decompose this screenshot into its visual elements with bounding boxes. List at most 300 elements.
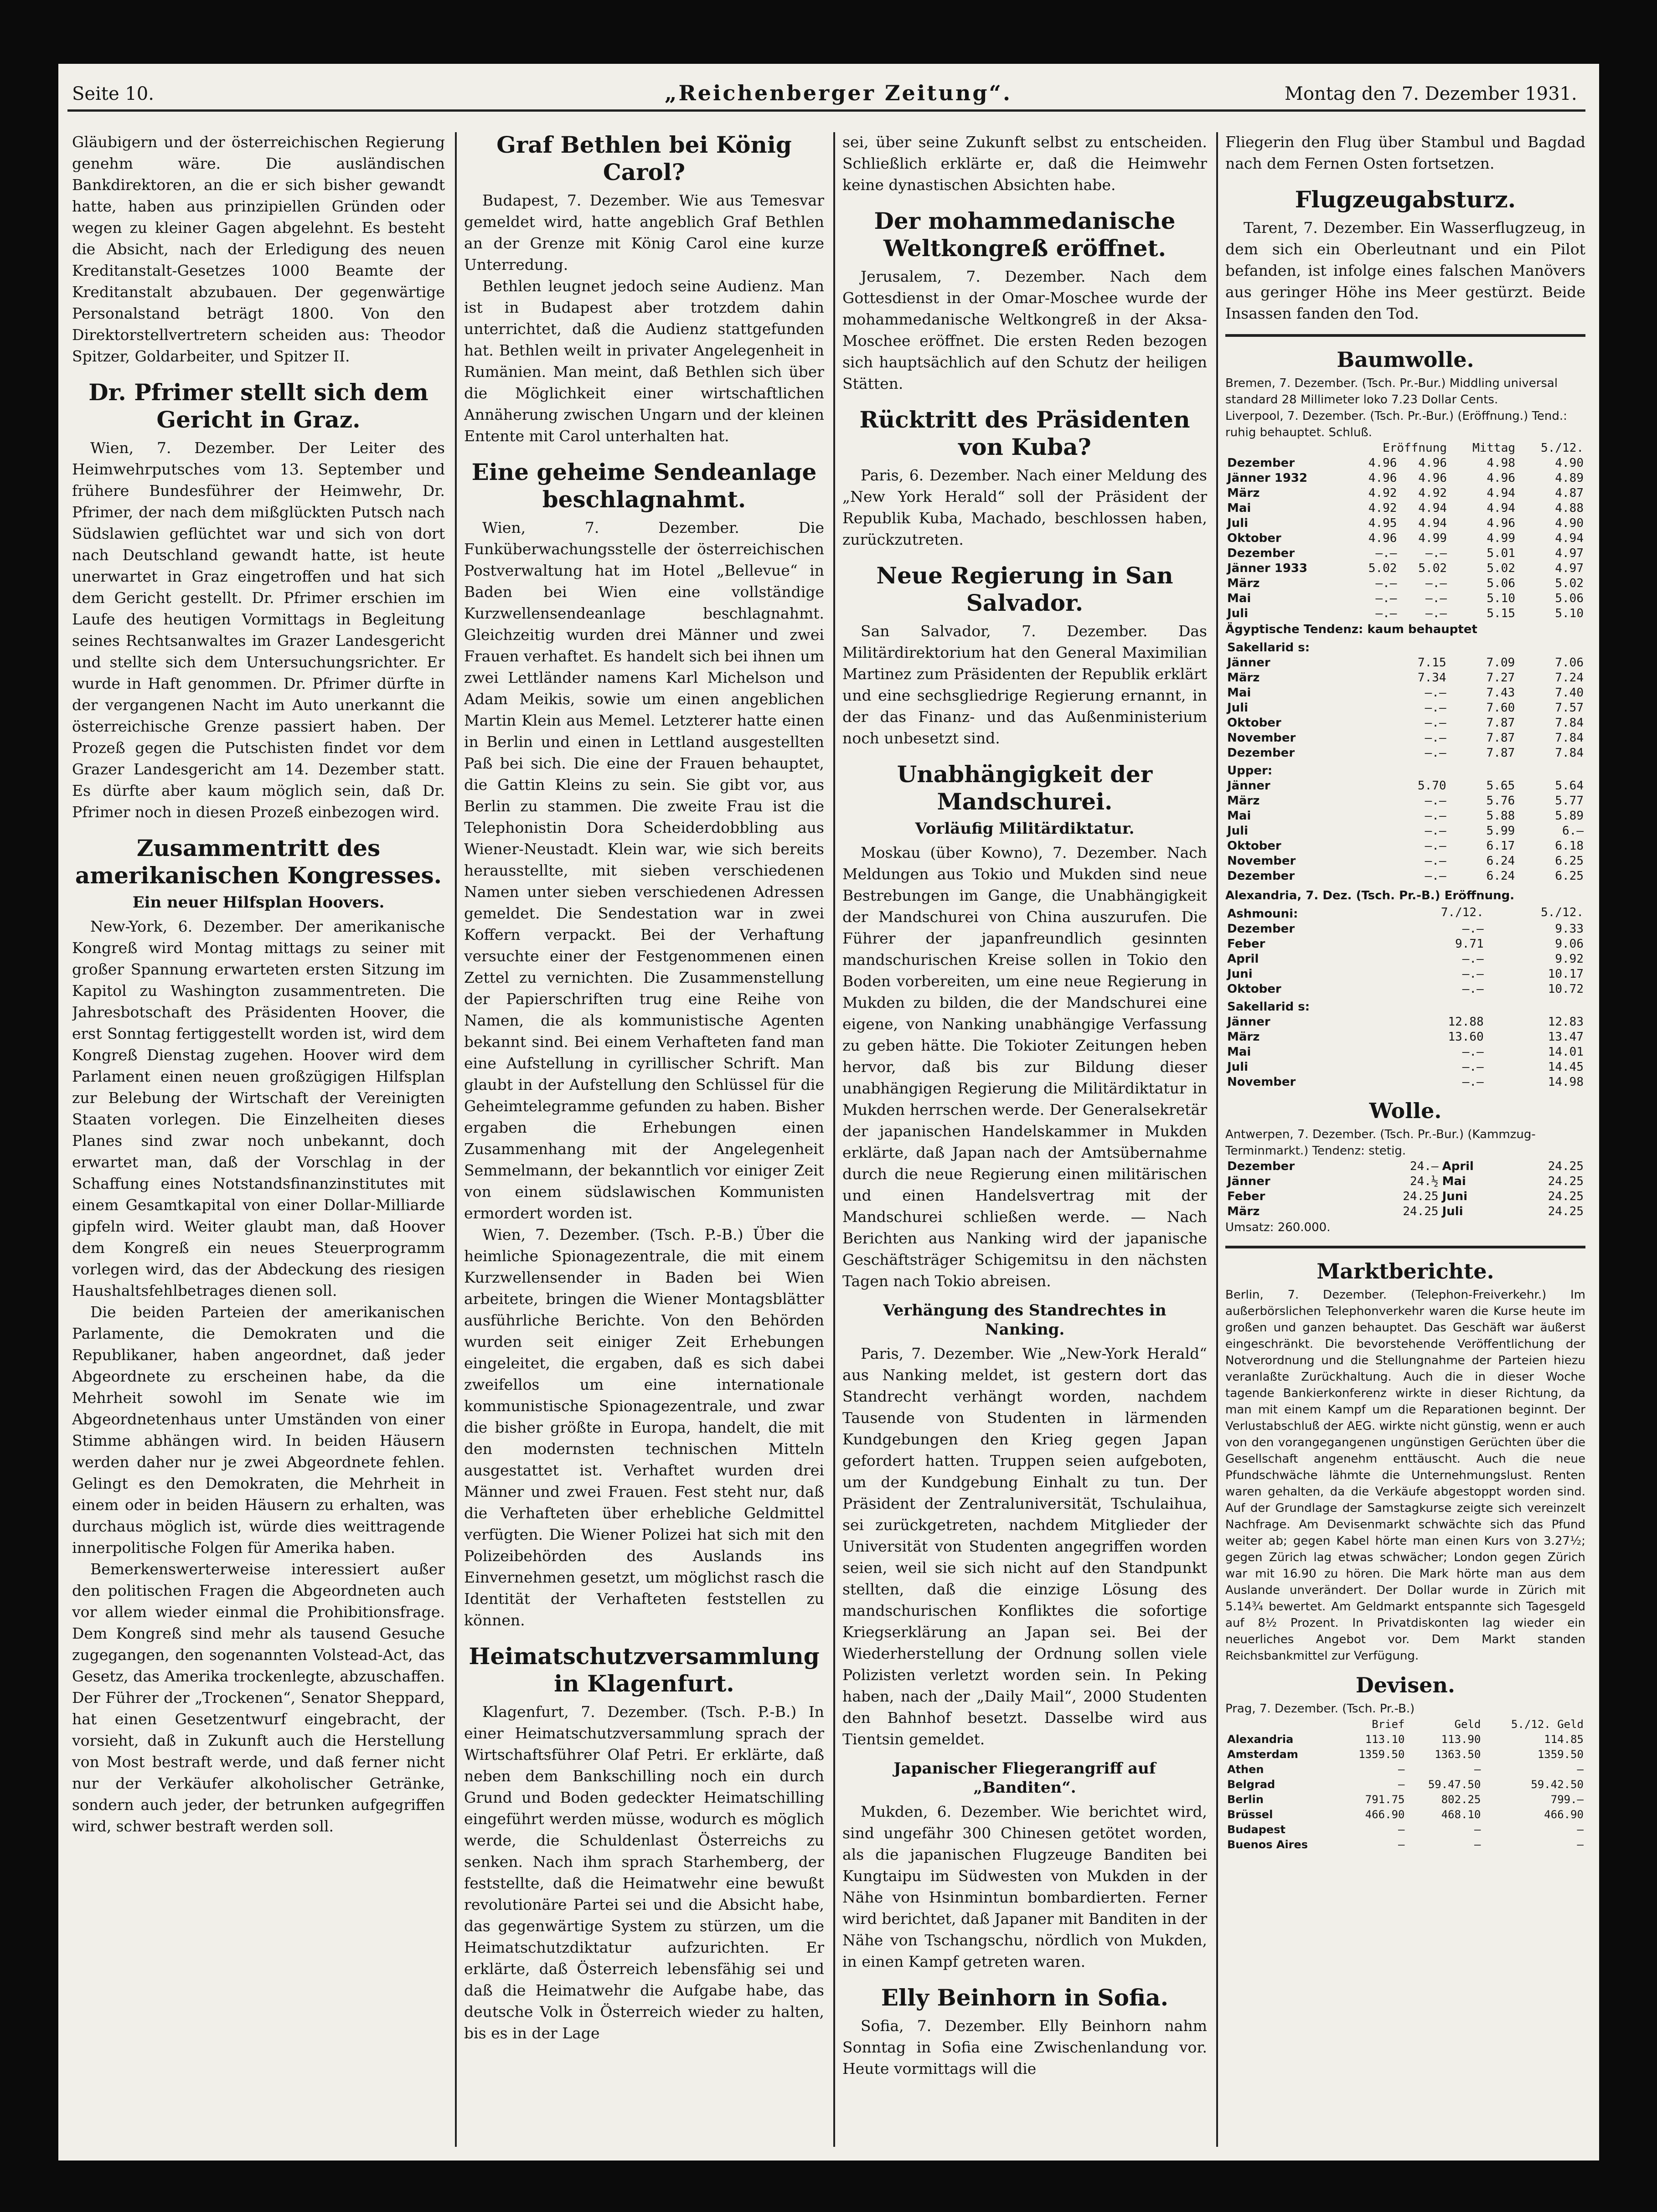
row-label: Juli [1227, 516, 1249, 530]
table-cell: 13.47 [1548, 1030, 1584, 1044]
table-cell: 4.88 [1555, 501, 1584, 515]
row-label: Oktober [1227, 982, 1281, 996]
table-cell: — [1577, 1823, 1584, 1836]
article-body: Jerusalem, 7. Dezember. Nach dem Gottesdienst in der Omar-Moschee wurde der mohammedanische Weltkongreß in der Aksa-Moschee eröffnet. Die ersten Reden bezogen sich hauptsächlich auf den Schutz der heiligen Stätten. [842, 268, 1207, 392]
table-cell: 5.10 [1487, 592, 1515, 605]
table-row [1225, 516, 1585, 531]
row-label: April [1227, 952, 1259, 966]
table-cell: 14.98 [1548, 1075, 1584, 1089]
table-cell: 10.72 [1548, 982, 1584, 996]
table-cell: 4.94 [1555, 531, 1584, 545]
group-label: Sakellarid s: [1227, 641, 1310, 655]
article-body: Mukden, 6. Dezember. Wie berichtet wird, sind ungefähr 300 Chinesen getötet worden, als die japanischen Flugzeuge Banditen bei Kungtaipu im Südwesten von Mukden in der Nähe von Hsinmintun bombardierten. Ferner wird berichtet, daß Japaner mit Banditen in der Nähe von Tschangschu, nördlich von Mukden, in einen Kampf getreten waren. [842, 1803, 1207, 1970]
table-row [1225, 779, 1585, 794]
table-cell: 24.½ [1409, 1175, 1439, 1188]
table-row [1225, 591, 1585, 606]
table-row [1225, 471, 1585, 486]
table-cell: —.— [1425, 869, 1446, 883]
table-row [1225, 576, 1585, 591]
row-label: Oktober [1227, 531, 1281, 545]
col-header: Geld [1454, 1718, 1481, 1731]
table-cell: 4.87 [1555, 486, 1584, 500]
row-label: Jänner [1227, 779, 1270, 793]
row-label: Dezember [1227, 547, 1295, 560]
table-cell: — [1398, 1778, 1405, 1791]
table-cell: 799.— [1550, 1793, 1584, 1806]
table-cell: 5.01 [1487, 547, 1515, 560]
table-row [1225, 1030, 1585, 1045]
fx-heading: Devisen. [1356, 1673, 1455, 1697]
table-row [1225, 531, 1585, 546]
article-continuation: Gläubigern und der österreichischen Regierung genehm wäre. Die ausländischen Bankdirektoren, an die er sich bisher gewandt hatte, haben aus prinzipiellen Gründen oder wegen zu kleiner Gagen abgelehnt. Es besteht die Absicht, nach der Erledigung des neuen Kreditanstalt-Gesetzes 1000 Beamte der Kreditanstalt abzubauen. Der gegenwärtige Personalstand beträgt 1800. Von den Direktorstellvertretern scheiden aus: Theodor Spitzer, Goldarbeiter, und Spitzer II. [72, 133, 445, 365]
article-body: Wien, 7. Dezember. Der Leiter des Heimwehrputsches vom 13. September und frühere Bundesführer der Heimwehr, Dr. Pfrimer, der nach dem mißglückten Putsch nach Südslawien geflüchtet war und sich von dort nach Deutschland gewandt hatte, ist heute unerwartet in Graz eingetroffen und hat sich dem Gericht gestellt. Dr. Pfrimer erschien im Laufe des heutigen Vormittags in Begleitung seines Rechtsanwaltes im Grazer Landesgericht und stellte sich dem Untersuchungsrichter. Er wurde in Haft genommen. Dr. Pfrimer dürfte in der vergangenen Nacht im Auto unerkannt die österreichische Grenze passiert haben. Der Prozeß gegen die Putschisten findet vor dem Grazer Landesgericht am 14. Dezember statt. Es dürfte aber kaum möglich sein, daß Dr. Pfrimer noch in diesen Prozeß einbezogen wird. [72, 439, 445, 821]
subheadline-air-raid: Japanischer Fliegerangriff auf „Banditen“. [893, 1759, 1156, 1797]
table-cell: 9.06 [1555, 937, 1584, 951]
table-cell: —.— [1425, 731, 1446, 745]
section-rule [1225, 334, 1585, 337]
table-cell: — [1398, 1838, 1405, 1851]
row-label: Feber [1227, 1190, 1265, 1203]
table-row [1225, 456, 1585, 471]
row-label: April [1442, 1160, 1474, 1173]
row-label: Juli [1227, 824, 1249, 838]
table-cell: —.— [1425, 701, 1446, 715]
table-cell: 5.02 [1368, 562, 1397, 575]
headline-manchuria: Unabhängigkeit der Mandschurei. [897, 761, 1153, 815]
headline-plane-crash: Flugzeugabsturz. [1295, 186, 1516, 213]
table-cell: 4.96 [1487, 471, 1515, 485]
table-cell: 12.88 [1448, 1015, 1484, 1029]
row-label: Athen [1227, 1763, 1264, 1776]
table-cell: 7.24 [1555, 671, 1584, 685]
market-heading: Marktberichte. [1316, 1259, 1494, 1284]
row-label: Dezember [1227, 922, 1295, 936]
row-label: Juli [1442, 1205, 1463, 1218]
row-label: Belgrad [1227, 1778, 1275, 1791]
row-label: Juni [1442, 1190, 1468, 1203]
row-label: Jänner 1933 [1227, 562, 1308, 575]
table-cell: 466.90 [1365, 1808, 1405, 1821]
subheadline: Ein neuer Hilfsplan Hoovers. [132, 893, 385, 912]
table-row [1225, 1174, 1585, 1189]
article-body: Paris, 7. Dezember. Wie „New-York Herald“ aus Nanking meldet, ist gestern dort das Standrecht verhängt worden, nachdem Tausende von Studenten in lärmenden Kundgebungen den Krieg gegen Japan gefordert hatten. Truppen seien aufgeboten, um der Kundgebung Einhalt zu tun. Der Präsident der Zentraluniversität, Tschulaihua, sei zurückgetreten, nachdem Mitglieder der Universität von Studenten angegriffen worden seien, weil sie sich nicht auf den Standpunkt stellten, daß die einzige Lösung des mandschurischen Konfliktes die sofortige Kriegserklärung an Japan sei. Bei der Wiederherstellung der Ordnung sollen viele Polizisten verletzt worden sein. In Peking haben, nach der „Daily Mail“, 2000 Studenten den Bahnhof besetzt. Dasselbe wird aus Tientsin gemeldet. [842, 1345, 1207, 1748]
table-cell: —.— [1425, 809, 1446, 823]
table-row [1225, 1159, 1585, 1174]
article-body: Bemerkenswerterweise interessiert außer den politischen Fragen die Abgeordneten auch vor allem wieder einmal die Prohibitionsfrage. Dem Kongreß sind mehr als tausend Gesuche zugegangen, den sogenannten Volstead-Act, das Gesetz, das Amerika trockenlegte, abzuschaffen. Der Führer der „Trockenen“, Senator Sheppard, hat einen Gesetzentwurf eingebracht, der vorsieht, daß in Zukunft auch die Herstellung von Most bestraft werde, und daß ferner nicht nur der Verkäufer alkoholischer Getränke, sondern auch jeder, der betrunken aufgegriffen wird, schwer bestraft werden soll. [72, 1560, 445, 1835]
col-header: 5./12. [1541, 441, 1584, 455]
row-label: Mai [1227, 592, 1251, 605]
table-cell: 7.06 [1555, 656, 1584, 670]
table-row [1225, 746, 1585, 761]
table-row [1225, 839, 1585, 854]
table-cell: 802.25 [1441, 1793, 1481, 1806]
table-cell: 14.45 [1548, 1060, 1584, 1074]
table-cell: —.— [1462, 1060, 1484, 1074]
table-cell: 5.06 [1487, 577, 1515, 590]
row-label: März [1227, 671, 1260, 685]
table-cell: —.— [1425, 577, 1447, 590]
table-cell: 4.96 [1487, 516, 1515, 530]
article-body: Die beiden Parteien der amerikanischen Parlamente, die Demokraten und die Republikaner, haben angeordnet, daß jeder Abgeordnete zu erscheinen habe, da die Mehrheit sowohl im Senate wie im Abgeordnetenhaus unter Umständen von einer Stimme abhängen wird. In beiden Häusern werden daher nur je zwei Abgeordnete fehlen. Gelingt es den Demokraten, die Mehrheit in einem oder in beiden Häusern zu erhalten, was durchaus möglich ist, würde dies weittragende innerpolitische Folgen für Amerika haben. [72, 1303, 445, 1557]
section-rule [1225, 1246, 1585, 1248]
table-row [1225, 1822, 1585, 1837]
liverpool-table [1225, 441, 1585, 621]
table-cell: 4.99 [1487, 531, 1515, 545]
table-cell: —.— [1425, 824, 1446, 838]
group-label: Ashmouni: [1227, 907, 1298, 921]
table-cell: 5.77 [1555, 794, 1584, 808]
column-3 [842, 131, 1207, 2146]
table-cell: 6.18 [1555, 839, 1584, 853]
table-cell: 7.09 [1486, 656, 1515, 670]
table-row [1225, 854, 1585, 869]
table-cell: —.— [1375, 607, 1397, 620]
column-rule [455, 132, 457, 2147]
row-label: Dezember [1227, 456, 1295, 470]
row-label: November [1227, 731, 1296, 745]
article-body: Klagenfurt, 7. Dezember. (Tsch. P.-B.) In einer Heimatschutzversammlung sprach der Wirtschaftsführer Olaf Petri. Er erklärte, daß neben dem Bankschilling noch ein durch Grund und Boden gedeckter Heimatschilling eingeführt werden müsse, wodurch es möglich werde, die Schuldenlast Österreichs zu senken. Nach ihm sprach Starhemberg, der feststellte, daß die Heimatwehr eine bewußt revolutionäre Partei sei und die Absicht habe, das gegenwärtige System zu stürzen, um die Heimatschutzdiktatur aufzurichten. Er erklärte, daß Österreich lebensfähig sei und daß die Heimatwehr die Aufgabe habe, das deutsche Volk in Österreich wieder zu halten, bis es in der Lage [464, 1703, 824, 2042]
table-cell: — [1398, 1763, 1405, 1776]
table-cell: 5.88 [1486, 809, 1515, 823]
row-label: Oktober [1227, 716, 1281, 730]
headline-secret-transmitter: Eine geheime Sendeanlage beschlagnahmt. [471, 459, 817, 513]
headline-bethlen: Graf Bethlen bei König Carol? [496, 131, 792, 186]
headline-pfrimer: Dr. Pfrimer stellt sich dem Gericht in Graz. [88, 379, 428, 433]
table-cell: 1359.50 [1358, 1748, 1405, 1761]
table-row [1225, 501, 1585, 516]
table-cell: 5.76 [1486, 794, 1515, 808]
article-body: Bethlen leugnet jedoch seine Audienz. Man ist in Budapest aber trotzdem dahin unterrichtet, daß die Audienz stattgefunden hat. Bethlen weilt in privater Angelegenheit in Rumänien. Man meint, daß Bethlen sich über die Möglichkeit einer wirtschaftlichen Annäherung zwischen Ungarn und der kleinen Entente mit Carol unterhalten hat. [464, 277, 824, 445]
table-row [1225, 1204, 1585, 1219]
table-cell: 7.84 [1555, 716, 1584, 730]
table-cell: — [1474, 1838, 1481, 1851]
row-label: Buenos Aires [1227, 1838, 1308, 1851]
row-label: Jänner [1227, 1175, 1270, 1188]
table-cell: 24.25 [1403, 1190, 1439, 1203]
table-row [1225, 1807, 1585, 1822]
table-row [1225, 606, 1585, 621]
table-cell: 7.57 [1555, 701, 1584, 715]
table-cell: 7.87 [1486, 746, 1515, 760]
table-row [1225, 1837, 1585, 1852]
table-row [1225, 869, 1585, 884]
cotton-heading: Baumwolle. [1337, 347, 1474, 372]
table-cell: 113.10 [1365, 1733, 1405, 1746]
article-body: Budapest, 7. Dezember. Wie aus Temesvar gemeldet wird, hatte angeblich Graf Bethlen an der Grenze mit König Carol eine kurze Unterredung. [464, 191, 824, 273]
table-cell: — [1577, 1763, 1584, 1776]
row-label: Juni [1227, 967, 1253, 981]
alexandria-quote: Alexandria, 7. Dez. (Tsch. Pr.-B.) Eröffnung. [1225, 889, 1515, 902]
table-cell: 4.97 [1555, 562, 1584, 575]
table-cell: 12.83 [1548, 1015, 1584, 1029]
table-cell: 5.02 [1555, 577, 1584, 590]
article-body: Paris, 6. Dezember. Nach einer Meldung des „New York Herald“ soll der Präsident der Republik Kuba, Machado, beschlossen haben, zurückzutreten. [842, 466, 1207, 548]
row-label: März [1227, 1205, 1260, 1218]
table-row [1225, 561, 1585, 576]
row-label: Brüssel [1227, 1808, 1273, 1821]
table-cell: 5.65 [1486, 779, 1515, 793]
fx-table [1225, 1717, 1585, 1852]
table-cell: — [1398, 1823, 1405, 1836]
table-cell: 24.25 [1548, 1190, 1584, 1203]
row-label: Oktober [1227, 839, 1281, 853]
bremen-quote: Bremen, 7. Dezember. (Tsch. Pr.-Bur.) Middling universal standard 28 Millimeter loko 7.23 Dollar Cents. [1225, 376, 1558, 407]
table-cell: 5.64 [1555, 779, 1584, 793]
table-cell: 7.87 [1486, 731, 1515, 745]
table-cell: 5.70 [1417, 779, 1446, 793]
table-cell: 5.06 [1555, 592, 1584, 605]
column-1 [72, 131, 445, 2146]
wool-table [1225, 1159, 1585, 1219]
market-report: Berlin, 7. Dezember. (Telephon-Freiverkehr.) Im außerbörslichen Telephonverkehr waren die Kurse heute im großen und ganzen behauptet. Das Geschäft war äußerst eingeschränkt. Die bevorstehende Veröffentlichung der Notverordnung und die Stellungnahme der Parteien hiezu veranlaßte Zurückhaltung. Auch die in dieser Woche tagende Bankierkonferenz wirkte in dieser Richtung, da man mit einem Kampf um die Reparationen beginnt. Der Verlustabschluß der AEG. wirkte nicht günstig, wenn er auch von den vorangegangenen ungünstigen Gerüchten über die Gesellschaft angenehm enttäuscht. Auch die neue Pfundschwäche lähmte die Unternehmungslust. Renten waren gehalten, da die Verkäufe abgestoppt worden sind. Auf der Grundlage der Samstagkurse zeigte sich vereinzelt Nachfrage. Am Devisenmarkt schwächte sich das Pfund weiter ab; gegen Kabel hörte man einen Kurs von 3.27½; gegen Zürich lag etwas schwächer; London gegen Zürich war mit 16.90 zu hören. Die Mark hörte man aus dem Auslande unverändert. Der Dollar wurde in Zürich mit 5.14¾ bewertet. Am Geldmarkt entspannte sich Tagesgeld auf 8½ Prozent. In Privatdiskonten lag wieder ein neuerliches Angebot vor. Dem Markt standen Reichsbankmittel zur Verfügung. [1225, 1288, 1585, 1663]
table-cell: 59.47.50 [1428, 1778, 1481, 1791]
col-header: 5./12. [1541, 906, 1584, 919]
table-cell: 466.90 [1544, 1808, 1584, 1821]
table-row [1225, 546, 1585, 561]
article-body: Sofia, 7. Dezember. Elly Beinhorn nahm Sonntag in Sofia eine Zwischenlandung vor. Heute vormittags will die [842, 2017, 1207, 2078]
table-cell: 4.99 [1418, 531, 1447, 545]
article-continuation: Fliegerin den Flug über Stambul und Bagdad nach dem Fernen Osten fortsetzen. [1225, 133, 1585, 172]
row-label: Juli [1227, 607, 1249, 620]
col-header: Mittag [1472, 441, 1515, 455]
article-body: Wien, 7. Dezember. (Tsch. P.-B.) Über die heimliche Spionagezentrale, die mit einem Kurzwellensender in Baden bei Wien arbeitete, bringen die Wiener Montagsblätter ausführliche Berichte. Von den Behörden wurden seit einiger Zeit Erhebungen eingeleitet, die ergaben, daß es sich dabei zweifellos um eine internationale kommunistische Spionagezentrale, und zwar die bisher größte in Europa, handelt, die mit den modernsten technischen Mitteln ausgestattet ist. Verhaftet wurden drei Männer und zwei Frauen. Fest steht nur, daß die Verhafteten über erhebliche Geldmittel verfügten. Die Wiener Polizei hat sich mit den Polizeibehörden des Auslands ins Einvernehmen gesetzt, um möglichst rasch die Identität der Verhafteten feststellen zu können. [464, 1226, 824, 1629]
table-cell: —.— [1375, 592, 1397, 605]
table-cell: 5.02 [1487, 562, 1515, 575]
row-label: Amsterdam [1227, 1748, 1298, 1761]
table-row [1225, 1060, 1585, 1075]
table-cell: —.— [1425, 839, 1446, 853]
masthead: „Reichenberger Zeitung“. [665, 81, 1012, 105]
table-cell: 13.60 [1448, 1030, 1484, 1044]
headline-cuba: Rücktritt des Präsidenten von Kuba? [859, 406, 1190, 460]
table-row [1225, 809, 1585, 824]
row-label: Mai [1227, 809, 1251, 823]
headline-heimatschutz: Heimatschutzversammlung in Klagenfurt. [469, 1643, 820, 1697]
table-cell: 6.24 [1486, 854, 1515, 868]
table-cell: — [1577, 1838, 1584, 1851]
alexandria-table [1225, 904, 1585, 1090]
table-cell: 9.71 [1455, 937, 1484, 951]
table-cell: 24.25 [1548, 1175, 1584, 1188]
table-cell: 1359.50 [1537, 1748, 1584, 1761]
table-row [1225, 670, 1585, 686]
table-cell: 24.25 [1548, 1205, 1584, 1218]
table-cell: 1363.50 [1435, 1748, 1481, 1761]
row-label: Jänner 1932 [1227, 471, 1308, 485]
issue-date: Montag den 7. Dezember 1931. [1285, 83, 1577, 104]
row-label: Juli [1227, 1060, 1249, 1074]
table-cell: —.— [1375, 577, 1397, 590]
article-body: Wien, 7. Dezember. Die Funküberwachungsstelle der österreichischen Postverwaltung hat im Hotel „Bellevue“ in Baden bei Wien eine vollständige Kurzwellensendeanlage beschlagnahmt. Gleichzeitig wurden drei Männer und zwei Frauen verhaftet. Es handelt sich bei ihnen um zwei Lettländer namens Karl Michelson und Adam Meikis, sowie um einen angeblichen Martin Klein aus Memel. Letzterer hatte einen in Berlin und einen in Lettland ausgestellten Paß bei sich. Die eine der Frauen behauptet, die Gattin Kleins zu sein. Sie gibt vor, aus Berlin zu stammen. Die zweite Frau ist die Telephonistin Dora Scheiderdobbling aus Wiener-Neustadt. Klein war, wie sich bereits herausstellte, mit sieben verschiedenen Namen unter sieben verschiedenen Adressen gemeldet. Die Sendestation war in zwei Koffern verpackt. Bei der Verhaftung versuchte einer der Festgenommenen einen Zettel zu vernichten. Die Zusammenstellung der Papierschriften trug eine Reihe von Namen, die als kommunistische Agenten bekannt sind. Bei einem Verhafteten fand man eine Aufstellung in cyrillischer Schrift. Man glaubt in der Aufstellung den Schlüssel für die Geheimtelegramme gefunden zu haben. Bisher ergaben die Erhebungen einen Zusammenhang mit der Angelegenheit Semmelmann, der bekanntlich vor einiger Zeit von einem südslawischen Kommunisten ermordert worden ist. [464, 519, 824, 1222]
table-cell: 113.90 [1441, 1733, 1481, 1746]
table-cell: —.— [1462, 982, 1484, 996]
row-label: Jänner [1227, 1015, 1270, 1029]
row-label: Feber [1227, 937, 1265, 951]
table-cell: 114.85 [1544, 1733, 1584, 1746]
table-cell: 4.96 [1418, 456, 1447, 470]
table-cell: 6.— [1562, 824, 1584, 838]
headline-islamic-congress: Der mohammedanische Weltkongreß eröffnet. [874, 207, 1176, 262]
table-cell: —.— [1425, 686, 1446, 700]
table-row [1225, 1762, 1585, 1777]
table-cell: 4.94 [1487, 486, 1515, 500]
table-cell: 468.10 [1441, 1808, 1481, 1821]
row-label: November [1227, 1075, 1296, 1089]
table-cell: —.— [1462, 967, 1484, 981]
group-label: Upper: [1227, 764, 1273, 778]
table-cell: 5.15 [1487, 607, 1515, 620]
table-cell: 6.17 [1486, 839, 1515, 853]
table-cell: 4.94 [1487, 501, 1515, 515]
col-header: Brief [1372, 1718, 1405, 1731]
table-cell: 4.96 [1368, 456, 1397, 470]
row-label: Mai [1442, 1175, 1466, 1188]
table-row [1225, 952, 1585, 967]
row-label: Mai [1227, 686, 1251, 700]
table-cell: 4.98 [1487, 456, 1515, 470]
article-body: New-York, 6. Dezember. Der amerikanische Kongreß wird Montag mittags zu seiner mit großer Spannung erwarteten ersten Sitzung im Kapitol zu Washington zusammentreten. Die Jahresbotschaft des Präsidenten Hoover, die erst Sonntag fertiggestellt worden ist, wird dem Kongreß Dienstag zugehen. Hoover wird dem Parlament einen neuen großzügigen Hilfsplan zur Belebung der Wirtschaft der Vereinigten Staaten vorlegen. Die Einzelheiten dieses Planes sind zwar noch unbekannt, doch erwartet man, daß der Vorschlag in der Schaffung eines Notstandsfinanzinstitutes mit einem Gesamtkapital von einer Dollar-Milliarde gipfeln wird. Weiter glaubt man, daß Hoover dem Kongreß ein neues Steuerprogramm vorlegen wird, das der Abdeckung des riesigen Haushaltsfehlbetrages dienen soll. [72, 918, 445, 1299]
table-cell: 7.84 [1555, 731, 1584, 745]
table-cell: 4.95 [1368, 516, 1397, 530]
table-cell: — [1474, 1763, 1481, 1776]
column-rule [833, 132, 835, 2147]
table-cell: 24.25 [1403, 1205, 1439, 1218]
header-rule [67, 109, 1585, 112]
col-header: 7./12. [1440, 906, 1484, 919]
table-cell: 7.60 [1486, 701, 1515, 715]
table-cell: 4.92 [1368, 501, 1397, 515]
table-row [1225, 1075, 1585, 1090]
table-cell: 7.43 [1486, 686, 1515, 700]
table-cell: 7.15 [1417, 656, 1446, 670]
row-label: März [1227, 1030, 1260, 1044]
table-row [1225, 1045, 1585, 1060]
table-row [1225, 1189, 1585, 1204]
table-cell: —.— [1462, 1075, 1484, 1089]
row-label: Mai [1227, 501, 1251, 515]
table-cell: 4.90 [1555, 516, 1584, 530]
table-cell: 5.10 [1555, 607, 1584, 620]
column-rule [1216, 132, 1218, 2147]
column-4 [1225, 131, 1585, 2146]
row-label: März [1227, 577, 1260, 590]
table-cell: 7.40 [1555, 686, 1584, 700]
table-cell: —.— [1425, 607, 1447, 620]
headline-san-salvador: Neue Regierung in San Salvador. [876, 562, 1173, 616]
table-cell: 5.89 [1555, 809, 1584, 823]
headline-beinhorn: Elly Beinhorn in Sofia. [881, 1984, 1169, 2011]
table-cell: 24.— [1409, 1160, 1439, 1173]
table-cell: —.— [1462, 1045, 1484, 1059]
table-row [1225, 922, 1585, 937]
row-label: Dezember [1227, 869, 1295, 883]
subheadline: Vorläufig Militärdiktatur. [915, 820, 1135, 838]
page-number: Seite 10. [72, 83, 154, 104]
table-row [1225, 701, 1585, 716]
table-row [1225, 1792, 1585, 1807]
table-cell: 7.84 [1555, 746, 1584, 760]
table-cell: —.— [1425, 592, 1447, 605]
row-label: Berlin [1227, 1793, 1264, 1806]
row-label: Dezember [1227, 746, 1295, 760]
table-cell: 10.17 [1548, 967, 1584, 981]
table-row [1225, 1777, 1585, 1792]
table-cell: 4.97 [1555, 547, 1584, 560]
row-label: Mai [1227, 1045, 1251, 1059]
table-cell: —.— [1425, 716, 1446, 730]
table-row [1225, 731, 1585, 746]
table-cell: 4.89 [1555, 471, 1584, 485]
table-row [1225, 655, 1585, 670]
row-label: Budapest [1227, 1823, 1285, 1836]
table-cell: 4.94 [1418, 501, 1447, 515]
table-cell: —.— [1462, 952, 1484, 966]
table-cell: 4.96 [1418, 471, 1447, 485]
newspaper-page [58, 64, 1599, 2160]
table-row [1225, 716, 1585, 731]
table-cell: 5.02 [1418, 562, 1447, 575]
table-cell: —.— [1425, 854, 1446, 868]
headline-us-congress: Zusammentritt des amerikanischen Kongresses. [75, 835, 442, 889]
table-cell: —.— [1462, 922, 1484, 936]
table-cell: 4.94 [1418, 516, 1447, 530]
table-cell: 5.99 [1486, 824, 1515, 838]
wool-turnover: Umsatz: 260.000. [1225, 1221, 1331, 1234]
egypt-tendency: Ägyptische Tendenz: kaum behauptet [1225, 623, 1477, 636]
table-cell: 6.24 [1486, 869, 1515, 883]
table-cell: 24.25 [1548, 1160, 1584, 1173]
table-cell: 9.33 [1555, 922, 1584, 936]
row-label: Jänner [1227, 656, 1270, 670]
article-body: Moskau (über Kowno), 7. Dezember. Nach Meldungen aus Tokio und Mukden sind neue Bestrebungen im Gange, die Unabhängigkeit der Mandschurei von China auszurufen. Die Führer der japanfreundlich gesinnten mandschurischen Kreise sollen in Tokio den Boden vorbereiten, um eine neue Regierung in Mukden zu bilden, die der Mandschurei eine eigene, von Nanking unabhängige Verfassung zu geben hätte. Die Tokioter Zeitungen heben hervor, daß bis zur Bildung dieser unabhängigen Regierung die Militärdiktatur in Mukden herrschen werde. Der Generalsekretär der japanischen Handelskammer in Mukden erklärte, daß Japan nach der Amtsübernahme durch die neue Regierung einen militärischen und einen Handelsvertrag mit der Mandschurei schließen werde. — Nach Berichten aus Nanking wird der japanische Geschäftsträger Schigemitsu in den nächsten Tagen nach Tokio abreisen. [842, 844, 1207, 1290]
row-label: März [1227, 794, 1260, 808]
table-cell: 7.87 [1486, 716, 1515, 730]
table-cell: —.— [1425, 794, 1446, 808]
table-row [1225, 1732, 1585, 1747]
row-label: März [1227, 486, 1260, 500]
article-body: San Salvador, 7. Dezember. Das Militärdirektorium hat den General Maximilian Martinez zum Präsidenten der Republik erklärt und eine sechsgliedrige Regierung ernannt, in der das Finanz- und das Außenministerium noch unbesetzt sind. [842, 622, 1207, 747]
article-body: Tarent, 7. Dezember. Ein Wasserflugzeug, in dem sich ein Oberleutnant und ein Pilot befanden, ist infolge eines falschen Manövers aus geringer Höhe ins Meer gestürzt. Beide Insassen fanden den Tod. [1225, 219, 1585, 322]
table-row [1225, 824, 1585, 839]
wool-heading: Wolle. [1369, 1098, 1442, 1123]
column-2 [464, 131, 824, 2146]
table-cell: 791.75 [1365, 1793, 1405, 1806]
table-cell: 7.27 [1486, 671, 1515, 685]
row-label: Dezember [1227, 1160, 1295, 1173]
table-cell: 9.92 [1555, 952, 1584, 966]
table-row [1225, 686, 1585, 701]
table-cell: 14.01 [1548, 1045, 1584, 1059]
col-header: Eröffnung [1383, 441, 1447, 455]
table-row [1225, 1747, 1585, 1762]
group-label: Sakellarid s: [1227, 1000, 1310, 1014]
table-cell: —.— [1375, 547, 1397, 560]
table-cell: 4.96 [1368, 471, 1397, 485]
row-label: Alexandria [1227, 1733, 1294, 1746]
row-label: November [1227, 854, 1296, 868]
table-cell: 4.90 [1555, 456, 1584, 470]
table-row [1225, 937, 1585, 952]
table-cell: 4.92 [1418, 486, 1447, 500]
table-row [1225, 982, 1585, 997]
egypt-table [1225, 638, 1585, 884]
table-cell: 6.25 [1555, 869, 1584, 883]
antwerp-quote: Antwerpen, 7. Dezember. (Tsch. Pr.-Bur.) (Kammzug-Terminmarkt.) Tendenz: stetig. [1225, 1128, 1536, 1158]
fx-source: Prag, 7. Dezember. (Tsch. Pr.-B.) [1225, 1702, 1415, 1716]
table-row [1225, 486, 1585, 501]
table-row [1225, 794, 1585, 809]
table-row [1225, 1015, 1585, 1030]
